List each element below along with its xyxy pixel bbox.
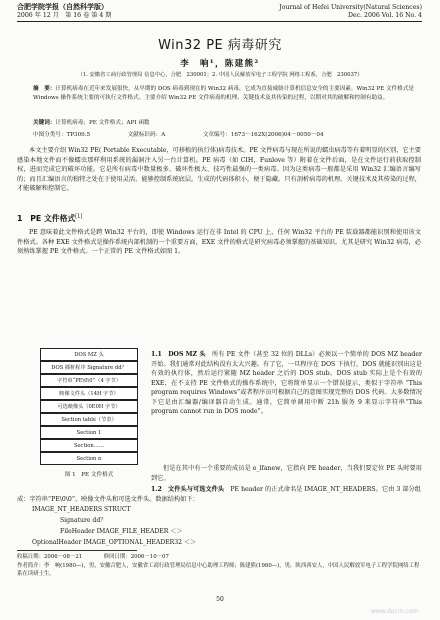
header-rule bbox=[17, 21, 422, 22]
pe-format-paragraph: PE 意味着此文件格式是跨 Win32 平台的，即使 Windows 运行在非 Intel 的 CPU 上，任何 Win32 平台的 PE 装载器都能识别和使用该文件格式。各种 EXE 文件格式是操作系统内部机制的一个重要方面，EXE 文件的格式是研究病毒必须掌握的基础知识。尤其是研究 Win32 病毒，必须熟练掌握 PE 文件格式。一个正常的 PE 文件格式如图 1。 bbox=[17, 229, 421, 255]
section-1-1-more: 但是在其中有一个重要的成员是 e_lfanew，它指向 PE header，当我们要定位 PE 头时要用到它。 bbox=[151, 465, 422, 482]
section-1-1-heading: 1.1 DOS MZ 头 bbox=[151, 351, 206, 358]
figure-1-caption: 图 1 PE 文件格式 bbox=[64, 472, 114, 478]
figure-box-optional-header: 可选映像头（0E0H 字节） bbox=[40, 400, 138, 413]
section-1-2 bbox=[17, 485, 421, 504]
abstract-text: 计算机病毒在近年来发展很快，从早期的 DOS 病毒到现在的 Win32 病毒，它成为直接威胁计算机信息安全的主要因素。Win32 PE 文件格式是 Windows 操作系统主要的可执行文件格式。主要介绍 Win32 PE 文件病毒的机理、关键技术及其传染的过程，以期对其的破解和控制有助益。 bbox=[33, 86, 415, 101]
section-1-title: 1 PE 文件格式 bbox=[17, 214, 76, 223]
issue-cn: 2006 年 12 月 第 16 卷 第 4 期 bbox=[17, 11, 112, 19]
keywords bbox=[33, 118, 418, 126]
watermark: www.docin.com bbox=[370, 608, 418, 615]
clc-number: 中图分类号：TP309.5 bbox=[33, 132, 91, 138]
figure-box-section-table: Section table（节表） bbox=[40, 413, 138, 426]
section-1-heading bbox=[17, 213, 82, 224]
figure-box-pe-signature: 字符串“PE\0\0”（4 字节） bbox=[40, 374, 138, 387]
code-line-2: Signature dd？ bbox=[60, 517, 107, 524]
code-line-3: FileHeader IMAGE_FILE_HEADER ＜＞ bbox=[60, 528, 183, 535]
document-code: 文献标识码：A bbox=[127, 132, 166, 138]
abstract-label: 摘 要： bbox=[33, 86, 56, 92]
intro-paragraph: 本文主要介绍 Win32 PE( Portable Executable，可移植的执行体)病毒技术。PE 文件病毒与现在所说的蠕虫病毒等有着明显的区别，它主要感染本地文件而不像蠕虫那样利用系统的漏洞注入另一台计算机。PE 病毒（如 CIH，Funlove 等）附着在文件后面，是在文件运行前获取控制权，进而完成它的破坏功能。它是所有病毒中数量极多、破坏性极大、技巧性最强的一类病毒。因为这类病毒一般都是采用 Win32 汇编语言编写的；而且汇编语言的独特之处在于使用灵活，能够控制系统底层，生成的代码体积小，便于隐藏。只有剖析病毒的机理、关键技术及其传染的过程，才能破解和控制它。 bbox=[17, 147, 421, 192]
section-1-2-heading: 1.2 文件头与可选文件头 bbox=[151, 486, 225, 493]
page-number: 50 bbox=[216, 596, 224, 603]
running-header-right bbox=[279, 4, 422, 19]
figure-box-dos-stub: DOS 插桩程序 Signature dd？ bbox=[40, 361, 138, 374]
classification-line bbox=[33, 130, 418, 138]
paper-authors: 李 响¹，陈建熊² bbox=[180, 58, 260, 68]
issue-en: Dec. 2006 Vol. 16 No. 4 bbox=[347, 11, 422, 19]
figure-box-section-n: Section n bbox=[40, 452, 138, 465]
section-1-1-text: 所有 PE 文件（甚至 32 位的 DLLs）必须以一个简单的 DOS MZ header 开始。我们通常对此结构没有太大兴趣。有了它，一旦程序在 DOS 下执行，DOS 就能识别出这是有效的执行体，然后运行紧随 MZ header 之后的 DOS stub。DOS stub 实际上是个有效的 EXE，在不支持 PE 文件格式的操作系统中，它将简单显示一个错误提示，类似于字符串 “This program requires Windows”或者程序员可根据自己的意图实现完整的 DOS 代码。大多数情况下它是由汇编器/编译器自动生成。通常，它简单调用中断 21h 服务 9 来显示字符串“This program cannot run in DOS mode”。 bbox=[151, 351, 423, 415]
footnote-rule bbox=[17, 550, 137, 551]
article-number: 文章编号：1673－162X(2006)04－0050－04 bbox=[202, 132, 324, 138]
footnote-author-bio: 作者简介：李 响(1980—)，男，安徽合肥人，安徽省工商行政管理局信息中心助理工程师；陈建熊(1980—)，男，陕西西安人，中国人民解放军电子工程学院网络工程系在读研士生。 bbox=[17, 563, 420, 577]
figure-box-section-more: Section…… bbox=[40, 439, 138, 452]
figure-box-section-1: Section 1 bbox=[40, 426, 138, 439]
running-header-left bbox=[17, 4, 111, 19]
code-line-1: IMAGE_NT_HEADERS STRUCT bbox=[32, 506, 131, 513]
footnote-received: 收稿日期：2006－08－21 修回日期：2006－10－07 bbox=[17, 554, 169, 560]
paper-title: Win32 PE 病毒研究 bbox=[158, 38, 282, 53]
abstract bbox=[33, 85, 414, 103]
journal-name-en: Journal of Hefei University(Natural Sciences) bbox=[279, 4, 422, 11]
section-1-2-text: PE header 的正式命名是 IMAGE_NT_HEADERS。它由 3 部分组成：字符串“PE\0\0”、映像文件头和可选文件头。数据结构如下： bbox=[17, 486, 421, 503]
journal-name-cn: 合肥学院学报（自然科学版） bbox=[17, 3, 108, 11]
keywords-label: 关键词： bbox=[33, 120, 56, 126]
figure-box-dos-mz-header: DOS MZ 头 bbox=[40, 348, 138, 361]
author-affiliation: （1. 安徽省工商行政管理局 信息中心，合肥 230001；2. 中国人民解放军电子工程学院 网络工程系，合肥 230037） bbox=[77, 72, 363, 78]
section-1-1 bbox=[151, 350, 422, 417]
code-line-4: OptionalHeader IMAGE_OPTIONAL_HEADER32 ＜＞ bbox=[32, 539, 197, 546]
figure-box-image-file-header: 映像文件头（14H 字节） bbox=[40, 387, 138, 400]
section-1-ref: [1] bbox=[75, 213, 83, 220]
keywords-text: 计算机病毒；PE 文件格式；API 函数 bbox=[55, 120, 150, 126]
